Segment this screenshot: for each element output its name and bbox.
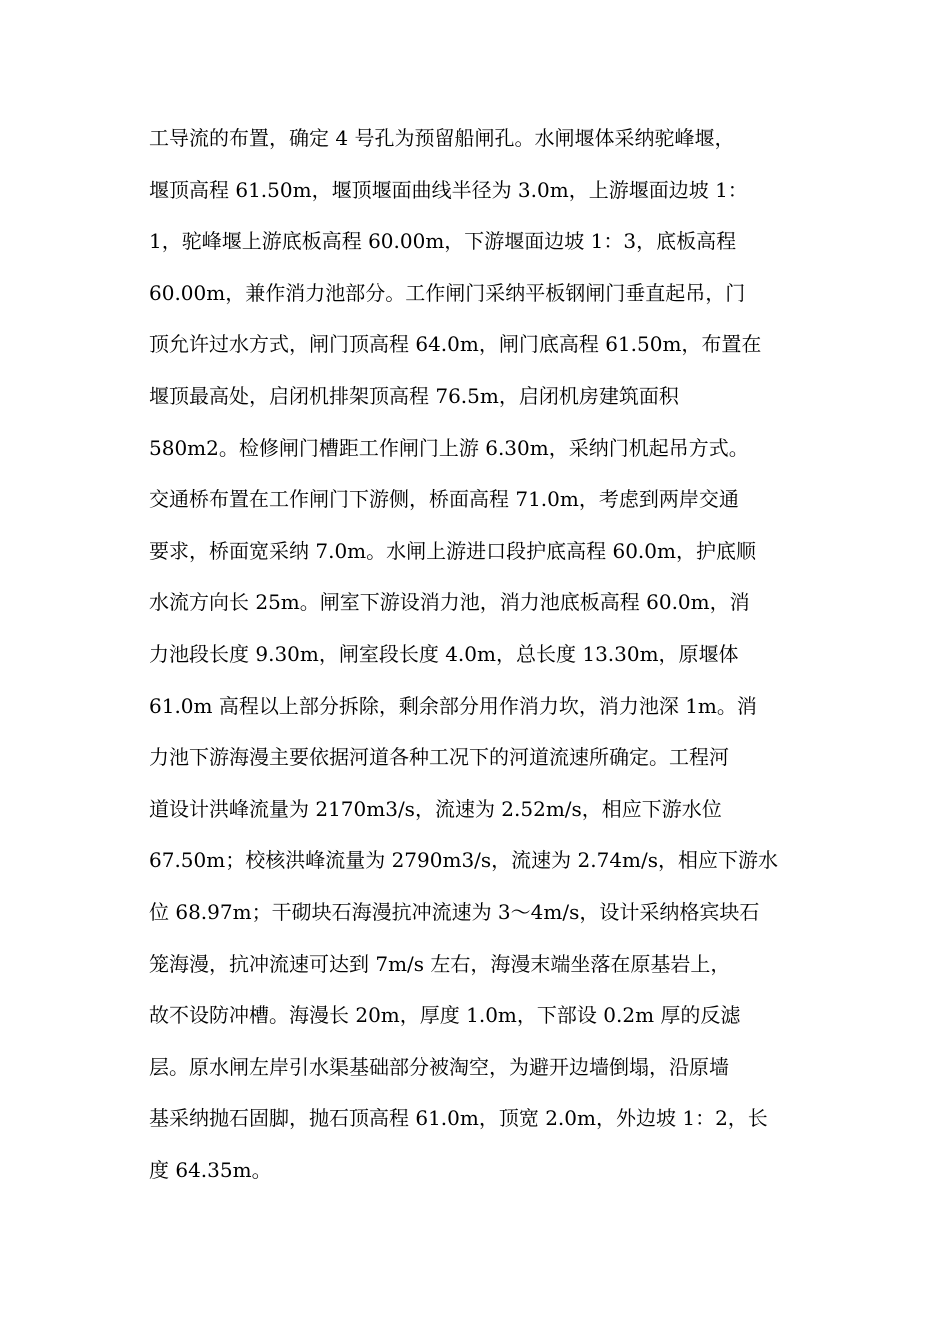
text-line: 力池段长度 9.30m，闸室段长度 4.0m，总长度 13.30m，原堰体 bbox=[149, 641, 739, 666]
text-line: 要求，桥面宽采纳 7.0m。水闸上游进口段护底高程 60.0m，护底顺 bbox=[149, 538, 756, 563]
text-line: 笼海漫，抗冲流速可达到 7m/s 左右，海漫末端坐落在原基岩上， bbox=[149, 951, 731, 976]
text-line: 堰顶最高处，启闭机排架顶高程 76.5m，启闭机房建筑面积 bbox=[149, 383, 679, 408]
text-line: 基采纳抛石固脚，抛石顶高程 61.0m，顶宽 2.0m，外边坡 1：2，长 bbox=[149, 1106, 768, 1131]
text-line: 度 64.35m。 bbox=[149, 1157, 272, 1182]
text-line: 位 68.97m；干砌块石海漫抗冲流速为 3～4m/s，设计采纳格宾块石 bbox=[149, 899, 760, 924]
text-line: 顶允许过水方式，闸门顶高程 64.0m，闸门底高程 61.50m，布置在 bbox=[149, 332, 762, 357]
text-line: 1，驼峰堰上游底板高程 60.00m，下游堰面边坡 1：3，底板高程 bbox=[149, 229, 737, 254]
body-paragraph bbox=[149, 119, 809, 1202]
text-line: 堰顶高程 61.50m，堰顶堰面曲线半径为 3.0m，上游堰面边坡 1： bbox=[149, 177, 748, 202]
text-line: 交通桥布置在工作闸门下游侧，桥面高程 71.0m，考虑到两岸交通 bbox=[149, 487, 739, 512]
text-line: 力池下游海漫主要依据河道各种工况下的河道流速所确定。工程河 bbox=[149, 745, 729, 770]
text-line: 60.00m，兼作消力池部分。工作闸门采纳平板钢闸门垂直起吊，门 bbox=[149, 280, 746, 305]
text-line: 580m2。检修闸门槽距工作闸门上游 6.30m，采纳门机起吊方式。 bbox=[149, 435, 749, 460]
text-line: 工导流的布置，确定 4 号孔为预留船闸孔。水闸堰体采纳驼峰堰， bbox=[149, 126, 735, 150]
text-line: 67.50m；校核洪峰流量为 2790m3/s，流速为 2.74m/s，相应下游水 bbox=[149, 848, 779, 873]
text-line: 61.0m 高程以上部分拆除，剩余部分用作消力坎，消力池深 1m。消 bbox=[149, 693, 757, 718]
text-line: 故不设防冲槽。海漫长 20m，厚度 1.0m，下部设 0.2m 厚的反滤 bbox=[149, 1003, 741, 1028]
text-line: 层。原水闸左岸引水渠基础部分被淘空，为避开边墙倒塌，沿原墙 bbox=[149, 1054, 729, 1079]
text-line: 水流方向长 25m。闸室下游设消力池，消力池底板高程 60.0m，消 bbox=[149, 590, 750, 615]
text-line: 道设计洪峰流量为 2170m3/s，流速为 2.52m/s，相应下游水位 bbox=[149, 796, 722, 821]
